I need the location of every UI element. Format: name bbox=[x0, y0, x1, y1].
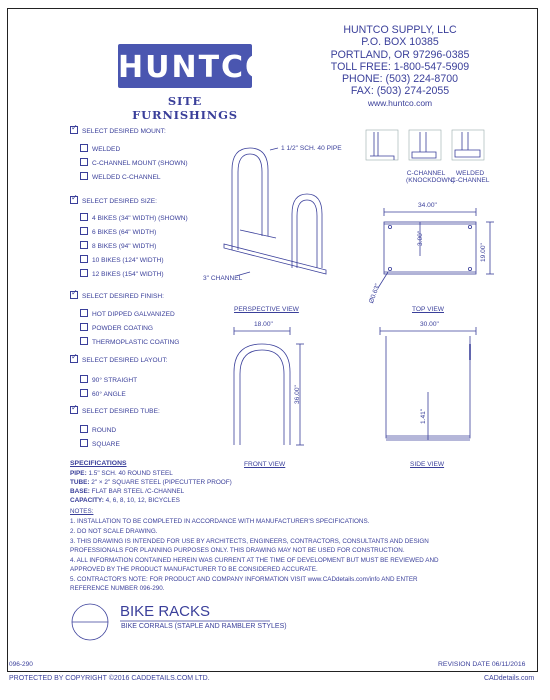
logo-tagline: SITE FURNISHINGS bbox=[132, 94, 238, 122]
company-website: www.huntco.com bbox=[367, 97, 433, 108]
option-10-bikes[interactable]: 10 BIKES (124" WIDTH) bbox=[80, 255, 164, 264]
caddetails-link[interactable]: CADdetails.com bbox=[484, 675, 535, 682]
revision-date: REVISION DATE 06/11/2016 bbox=[438, 661, 526, 668]
notes-heading: NOTES: bbox=[70, 508, 94, 515]
option-powder-coating[interactable]: POWDER COATING bbox=[80, 323, 153, 332]
label-pipe: 1 1/2" SCH. 40 PIPE bbox=[281, 145, 342, 152]
company-po-box: P.O. BOX 10385 bbox=[361, 36, 439, 49]
c-channel-detail bbox=[409, 130, 441, 160]
dim-18: 18.00" bbox=[254, 321, 273, 328]
welded-detail bbox=[366, 130, 398, 160]
spec-capacity: CAPACITY: 4, 6, 8, 10, 12, BICYCLES bbox=[70, 497, 180, 504]
option-thermoplastic[interactable]: THERMOPLASTIC COATING bbox=[80, 337, 179, 346]
dim-141: 1.41" bbox=[420, 408, 427, 424]
perspective-view bbox=[224, 148, 326, 276]
top-view bbox=[378, 208, 494, 288]
spec-pipe: PIPE: 1.5" SCH. 40 ROUND STEEL bbox=[70, 470, 173, 477]
option-12-bikes[interactable]: 12 BIKES (154" WIDTH) bbox=[80, 269, 164, 278]
dim-30: 30.00" bbox=[420, 321, 439, 328]
label-channel: 3" CHANNEL bbox=[203, 275, 243, 282]
copyright-notice: PROTECTED BY COPYRIGHT ©2016 CADDETAILS.COM LTD. bbox=[9, 675, 210, 682]
reference-number: 096-290 bbox=[9, 661, 33, 668]
option-welded-c-channel[interactable]: WELDED C-CHANNEL bbox=[80, 172, 161, 181]
note-line: PROFESSIONALS FOR PLANNING PURPOSES ONLY. THIS DRAWING MAY NOT BE USED FOR CONSTRUCTION. bbox=[70, 547, 405, 554]
label-perspective-view: PERSPECTIVE VIEW bbox=[234, 306, 299, 313]
option-6-bikes[interactable]: 6 BIKES (64" WIDTH) bbox=[80, 227, 156, 236]
label-welded-c-channel-detail: WELDED C-CHANNEL bbox=[451, 170, 490, 184]
logo-name: HUNTCO bbox=[118, 50, 273, 85]
specifications-heading: SPECIFICATIONS bbox=[70, 460, 127, 467]
label-top-view: TOP VIEW bbox=[412, 306, 444, 313]
drawing-title: BIKE RACKS bbox=[120, 603, 211, 620]
company-fax: FAX: (503) 274-2055 bbox=[350, 85, 450, 98]
dim-063: Ø0.63" bbox=[368, 282, 382, 305]
note-line: 1. INSTALLATION TO BE COMPLETED IN ACCORDANCE WITH MANUFACTURER'S SPECIFICATIONS. bbox=[70, 518, 370, 525]
company-toll-free: TOLL FREE: 1-800-547-5909 bbox=[330, 60, 470, 73]
tube-heading[interactable]: ✓SELECT DESIRED TUBE: bbox=[70, 406, 160, 415]
label-side-view: SIDE VIEW bbox=[410, 461, 445, 468]
layout-heading[interactable]: ✓SELECT DESIRED LAYOUT: bbox=[70, 355, 168, 364]
note-line: 3. THIS DRAWING IS INTENDED FOR USE BY ARCHITECTS, ENGINEERS, CONTRACTORS, CONSULTANTS AND DESIGN bbox=[70, 538, 429, 545]
label-front-view: FRONT VIEW bbox=[244, 461, 286, 468]
note-line: 2. DO NOT SCALE DRAWING. bbox=[70, 528, 158, 535]
note-line: 5. CONTRACTOR'S NOTE: FOR PRODUCT AND COMPANY INFORMATION VISIT www.CADdetails.com/info AND ENTER bbox=[70, 576, 418, 583]
option-90-straight[interactable]: 90° STRAIGHT bbox=[80, 375, 137, 384]
label-c-channel-detail: C-CHANNEL (KNOCKDOWN) bbox=[406, 170, 455, 184]
drawing-subtitle: BIKE CORRALS (STAPLE AND RAMBLER STYLES) bbox=[121, 623, 287, 630]
finish-heading[interactable]: ✓SELECT DESIRED FINISH: bbox=[70, 291, 164, 300]
company-phone: PHONE: (503) 224-8700 bbox=[341, 73, 458, 86]
option-c-channel-mount[interactable]: C-CHANNEL MOUNT (SHOWN) bbox=[80, 158, 188, 167]
mount-heading[interactable]: ✓SELECT DESIRED MOUNT: bbox=[70, 126, 166, 135]
side-view bbox=[380, 327, 476, 440]
option-4-bikes[interactable]: 4 BIKES (34" WIDTH) (SHOWN) bbox=[80, 213, 188, 222]
note-line: 4. ALL INFORMATION CONTAINED HEREIN WAS CURRENT AT THE TIME OF DEVELOPMENT BUT MUST BE REVIEWED AND bbox=[70, 557, 439, 564]
dim-19: 19.00" bbox=[480, 243, 487, 262]
welded-c-channel-detail bbox=[452, 130, 484, 160]
dim-36: 36.00" bbox=[294, 385, 301, 404]
option-welded[interactable]: WELDED bbox=[80, 144, 120, 153]
size-heading[interactable]: ✓SELECT DESIRED SIZE: bbox=[70, 196, 157, 205]
note-line: APPROVED BY THE PRODUCT MANUFACTURER TO BE CONSIDERED ACCURATE. bbox=[70, 566, 318, 573]
option-60-angle[interactable]: 60° ANGLE bbox=[80, 389, 126, 398]
option-round[interactable]: ROUND bbox=[80, 425, 116, 434]
option-8-bikes[interactable]: 8 BIKES (94" WIDTH) bbox=[80, 241, 156, 250]
option-hot-dipped[interactable]: HOT DIPPED GALVANIZED bbox=[80, 309, 175, 318]
company-city: PORTLAND, OR 97296-0385 bbox=[330, 48, 470, 61]
dim-3: 3.00" bbox=[417, 230, 424, 246]
option-square[interactable]: SQUARE bbox=[80, 439, 120, 448]
spec-tube: TUBE: 2" × 2" SQUARE STEEL (PIPECUTTER PROOF) bbox=[70, 479, 232, 486]
dim-34: 34.00" bbox=[418, 202, 437, 209]
spec-base: BASE: FLAT BAR STEEL /C-CHANNEL bbox=[70, 488, 185, 495]
note-line: REFERENCE NUMBER 096-290. bbox=[70, 585, 165, 592]
company-name: HUNTCO SUPPLY, LLC bbox=[343, 24, 457, 36]
